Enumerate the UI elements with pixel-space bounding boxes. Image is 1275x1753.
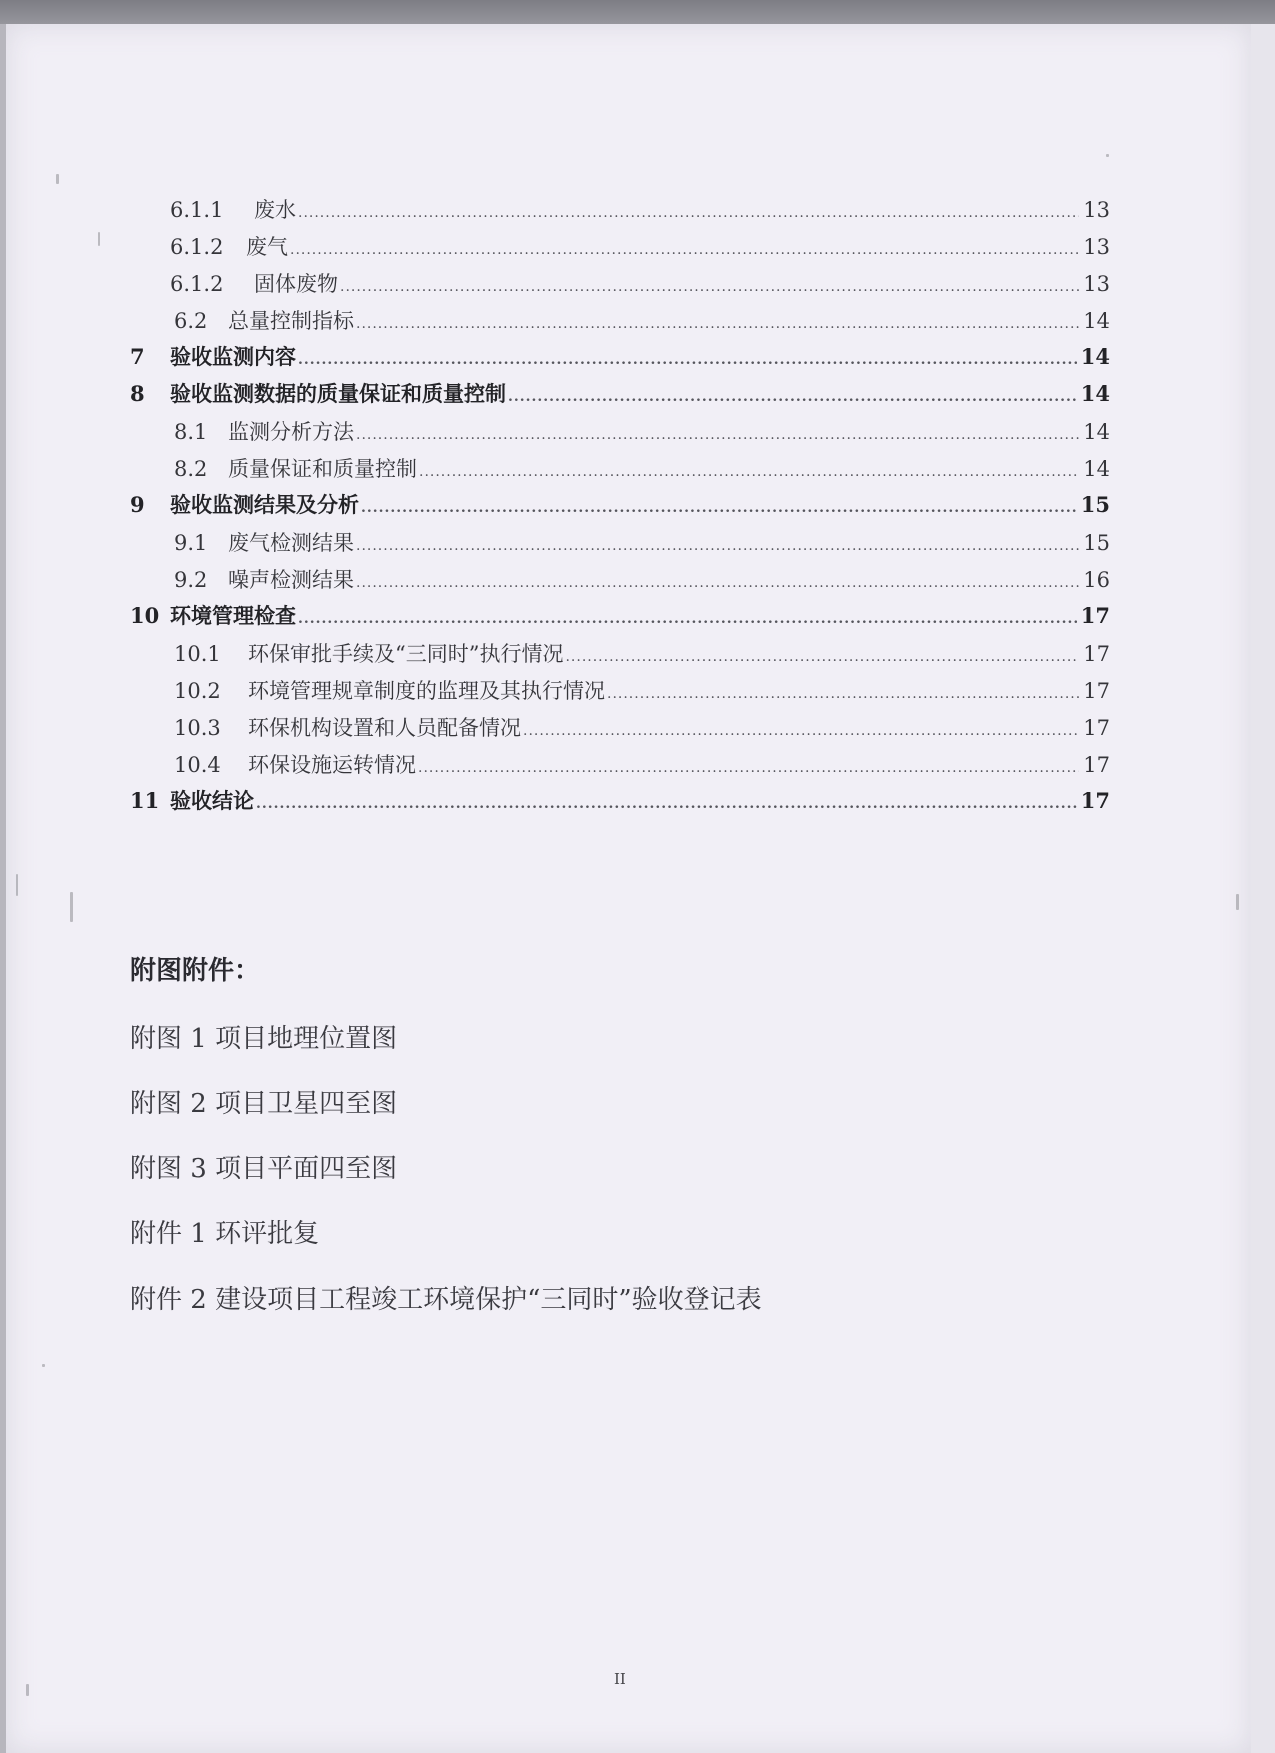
toc-row[interactable]: [170, 196, 1110, 224]
toc-section-title: 验收监测结果及分析: [170, 492, 359, 517]
toc-page-number: 17: [1083, 642, 1110, 666]
toc-section-title: 废水: [254, 198, 296, 222]
toc-row[interactable]: [174, 529, 1110, 557]
toc-page-number: 15: [1080, 492, 1110, 517]
attachment-item[interactable]: 附件 1 环评批复: [130, 1219, 320, 1249]
toc-page-number: 14: [1083, 420, 1110, 444]
toc-dot-leader: [418, 754, 1079, 782]
toc-section-title: 固体废物: [254, 272, 338, 296]
attachment-item[interactable]: 附图 3 项目平面四至图: [130, 1154, 398, 1184]
toc-section-title: 监测分析方法: [228, 420, 354, 444]
toc-page-number: 14: [1083, 457, 1110, 481]
toc-row[interactable]: [174, 751, 1110, 779]
attachment-item[interactable]: 附图 1 项目地理位置图: [130, 1024, 398, 1054]
toc-row[interactable]: [130, 787, 1110, 815]
toc-section-title: 质量保证和质量控制: [228, 457, 417, 481]
toc-dot-leader: [508, 383, 1077, 411]
toc-section-number: 10.3: [174, 716, 221, 740]
toc-section-title: 废气: [246, 235, 288, 259]
toc-section-title: 验收监测数据的质量保证和质量控制: [170, 381, 506, 406]
toc-page-number: 13: [1083, 272, 1110, 296]
toc-section-number: 8.2: [174, 457, 208, 481]
toc-section-number: 7: [130, 344, 145, 369]
toc-dot-leader: [361, 494, 1077, 522]
scan-border-right: [1251, 24, 1275, 1753]
toc-page-number: 13: [1083, 235, 1110, 259]
toc-page-number: 17: [1083, 753, 1110, 777]
toc-section-title: 环保机构设置和人员配备情况: [248, 716, 521, 740]
toc-section-number: 9: [130, 492, 145, 517]
toc-row[interactable]: [174, 640, 1110, 668]
toc-dot-leader: [356, 421, 1079, 449]
toc-page-number: 16: [1083, 568, 1110, 592]
toc-row[interactable]: [174, 566, 1110, 594]
attachments-heading: 附图附件：: [130, 956, 261, 986]
attachment-item[interactable]: 附图 2 项目卫星四至图: [130, 1089, 398, 1119]
toc-dot-leader: [256, 790, 1077, 818]
toc-page-number: 17: [1080, 603, 1110, 628]
toc-dot-leader: [356, 310, 1079, 338]
toc-section-number: 9.1: [174, 531, 208, 555]
toc-section-title: 环保设施运转情况: [248, 753, 416, 777]
toc-page-number: 17: [1080, 788, 1110, 813]
toc-section-title: 环境管理检查: [170, 603, 296, 628]
toc-section-number: 10.1: [174, 642, 221, 666]
toc-dot-leader: [356, 569, 1079, 597]
toc-section-title: 验收监测内容: [170, 344, 296, 369]
toc-dot-leader: [565, 643, 1079, 671]
toc-row[interactable]: [130, 491, 1110, 519]
toc-dot-leader: [340, 273, 1079, 301]
toc-dot-leader: [607, 680, 1079, 708]
toc-section-title: 噪声检测结果: [228, 568, 354, 592]
toc-row[interactable]: [130, 380, 1110, 408]
toc-row[interactable]: [174, 307, 1110, 335]
toc-section-title: 总量控制指标: [228, 309, 354, 333]
toc-page-number: 17: [1083, 716, 1110, 740]
toc-row[interactable]: [130, 602, 1110, 630]
toc-section-number: 10.2: [174, 679, 221, 703]
toc-page-number: 14: [1080, 381, 1110, 406]
attachment-item[interactable]: 附件 2 建设项目工程竣工环境保护“三同时”验收登记表: [130, 1285, 762, 1315]
toc-section-number: 8: [130, 381, 145, 406]
toc-row[interactable]: [174, 455, 1110, 483]
toc-section-title: 环保审批手续及“三同时”执行情况: [248, 642, 564, 666]
toc-section-number: 11: [130, 788, 160, 813]
toc-page-number: 15: [1083, 531, 1110, 555]
toc-page-number: 14: [1080, 344, 1110, 369]
toc-section-title: 环境管理规章制度的监理及其执行情况: [248, 679, 605, 703]
toc-dot-leader: [419, 458, 1079, 486]
toc-section-number: 10: [130, 603, 160, 628]
toc-section-number: 6.1.2: [170, 272, 224, 296]
toc-page-number: 17: [1083, 679, 1110, 703]
toc-section-number: 6.1.1: [170, 198, 224, 222]
toc-row[interactable]: [174, 714, 1110, 742]
toc-section-number: 10.4: [174, 753, 221, 777]
toc-row[interactable]: [170, 233, 1110, 261]
toc-row[interactable]: [170, 270, 1110, 298]
page-number: II: [614, 1670, 626, 1688]
scan-border-top: [0, 0, 1275, 24]
toc-dot-leader: [298, 605, 1077, 633]
toc-section-number: 6.2: [174, 309, 208, 333]
toc-page-number: 13: [1083, 198, 1110, 222]
toc-row[interactable]: [130, 343, 1110, 371]
toc-section-number: 8.1: [174, 420, 208, 444]
toc-dot-leader: [298, 346, 1077, 374]
toc-row[interactable]: [174, 418, 1110, 446]
toc-dot-leader: [298, 199, 1079, 227]
toc-page-number: 14: [1083, 309, 1110, 333]
toc-dot-leader: [290, 236, 1079, 264]
toc-section-title: 废气检测结果: [228, 531, 354, 555]
toc-section-number: 9.2: [174, 568, 208, 592]
toc-row[interactable]: [174, 677, 1110, 705]
toc-dot-leader: [356, 532, 1079, 560]
toc-dot-leader: [523, 717, 1079, 745]
toc-section-title: 验收结论: [170, 788, 254, 813]
toc-section-number: 6.1.2: [170, 235, 224, 259]
